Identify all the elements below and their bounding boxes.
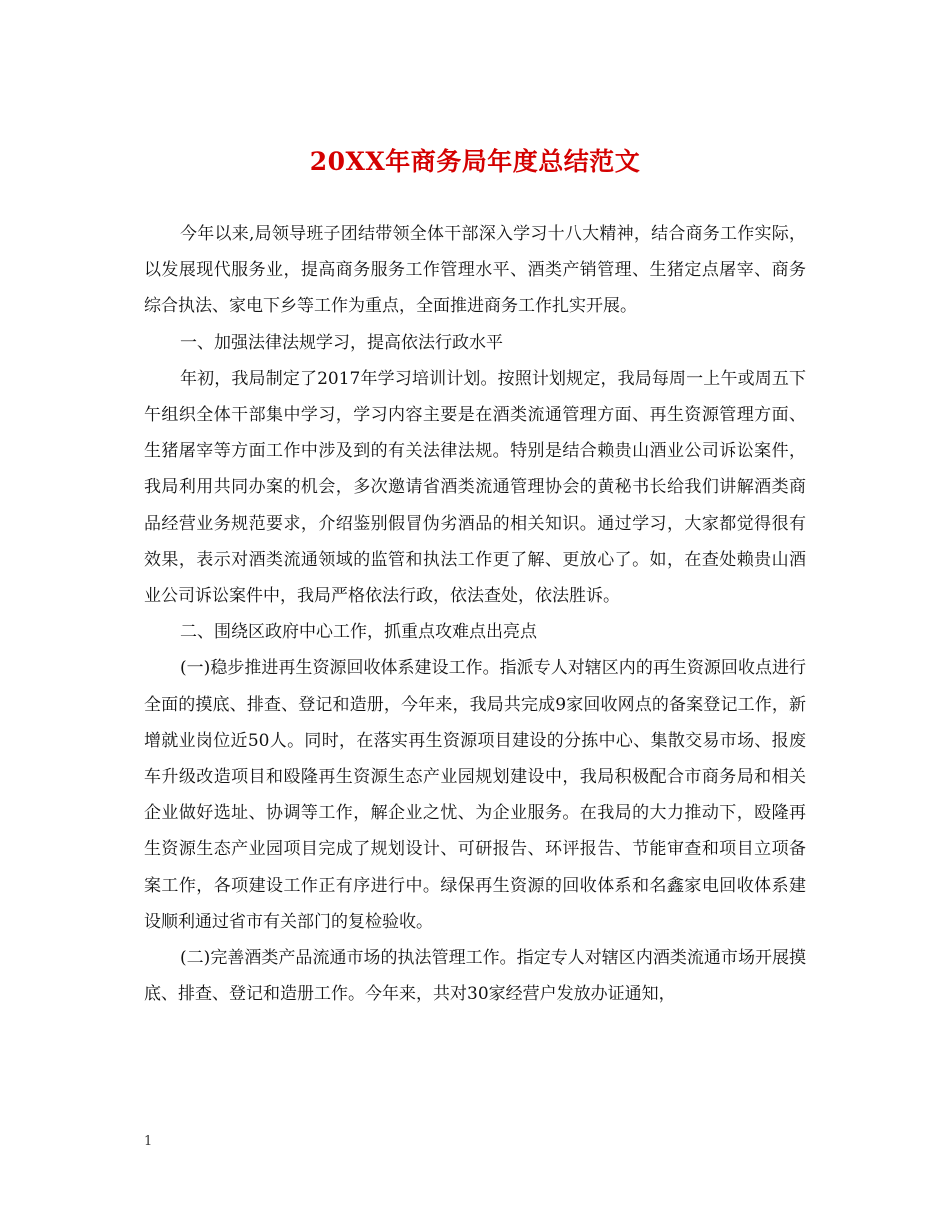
paragraph-recycling: (一)稳步推进再生资源回收体系建设工作。指派专人对辖区内的再生资源回收点进行全面的摸底、排查、登记和造册，今年来，我局共完成9家回收网点的备案登记工作，新增就业岗位近50人。同时，在落实再生资源项目建设的分拣中心、集散交易市场、报废车升级改造项目和殴隆再生资源生态产业园规划建设中，我局积极配合市商务局和相关企业做好选址、协调等工作，解企业之忧、为企业服务。在我局的大力推动下，殴隆再生资源生态产业园项目完成了规划设计、可研报告、环评报告、节能审查和项目立项备案工作，各项建设工作正有序进行中。绿保再生资源的回收体系和名鑫家电回收体系建设顺利通过省市有关部门的复检验收。: [144, 658, 806, 932]
document-body: [144, 216, 806, 1012]
document-title: 20XX年商务局年度总结范文: [309, 147, 641, 176]
section-heading-1: 一、加强法律法规学习，提高依法行政水平: [180, 332, 503, 353]
paragraph-study-plan: 年初，我局制定了2017年学习培训计划。按照计划规定，我局每周一上午或周五下午组织全体干部集中学习，学习内容主要是在酒类流通管理方面、再生资源管理方面、生猪屠宰等方面工作中涉及到的有关法律法规。特别是结合赖贵山酒业公司诉讼案件，我局利用共同办案的机会，多次邀请省酒类流通管理协会的黄秘书长给我们讲解酒类商品经营业务规范要求，介绍鉴别假冒伪劣酒品的相关知识。通过学习，大家都觉得很有效果，表示对酒类流通领域的监管和执法工作更了解、更放心了。如，在查处赖贵山酒业公司诉讼案件中，我局严格依法行政，依法查处，依法胜诉。: [144, 368, 806, 607]
paragraph-intro: 今年以来,局领导班子团结带领全体干部深入学习十八大精神，结合商务工作实际，以发展现代服务业，提高商务服务工作管理水平、酒类产销管理、生猪定点屠宰、商务综合执法、家电下乡等工作为重点，全面推进商务工作扎实开展。: [144, 224, 806, 317]
paragraph-liquor-market: (二)完善酒类产品流通市场的执法管理工作。指定专人对辖区内酒类流通市场开展摸底、排查、登记和造册工作。今年来，共对30家经营户发放办证通知，: [144, 948, 806, 1005]
section-heading-2: 二、围绕区政府中心工作，抓重点攻难点出亮点: [180, 622, 537, 643]
page-number: 1: [144, 1134, 153, 1149]
